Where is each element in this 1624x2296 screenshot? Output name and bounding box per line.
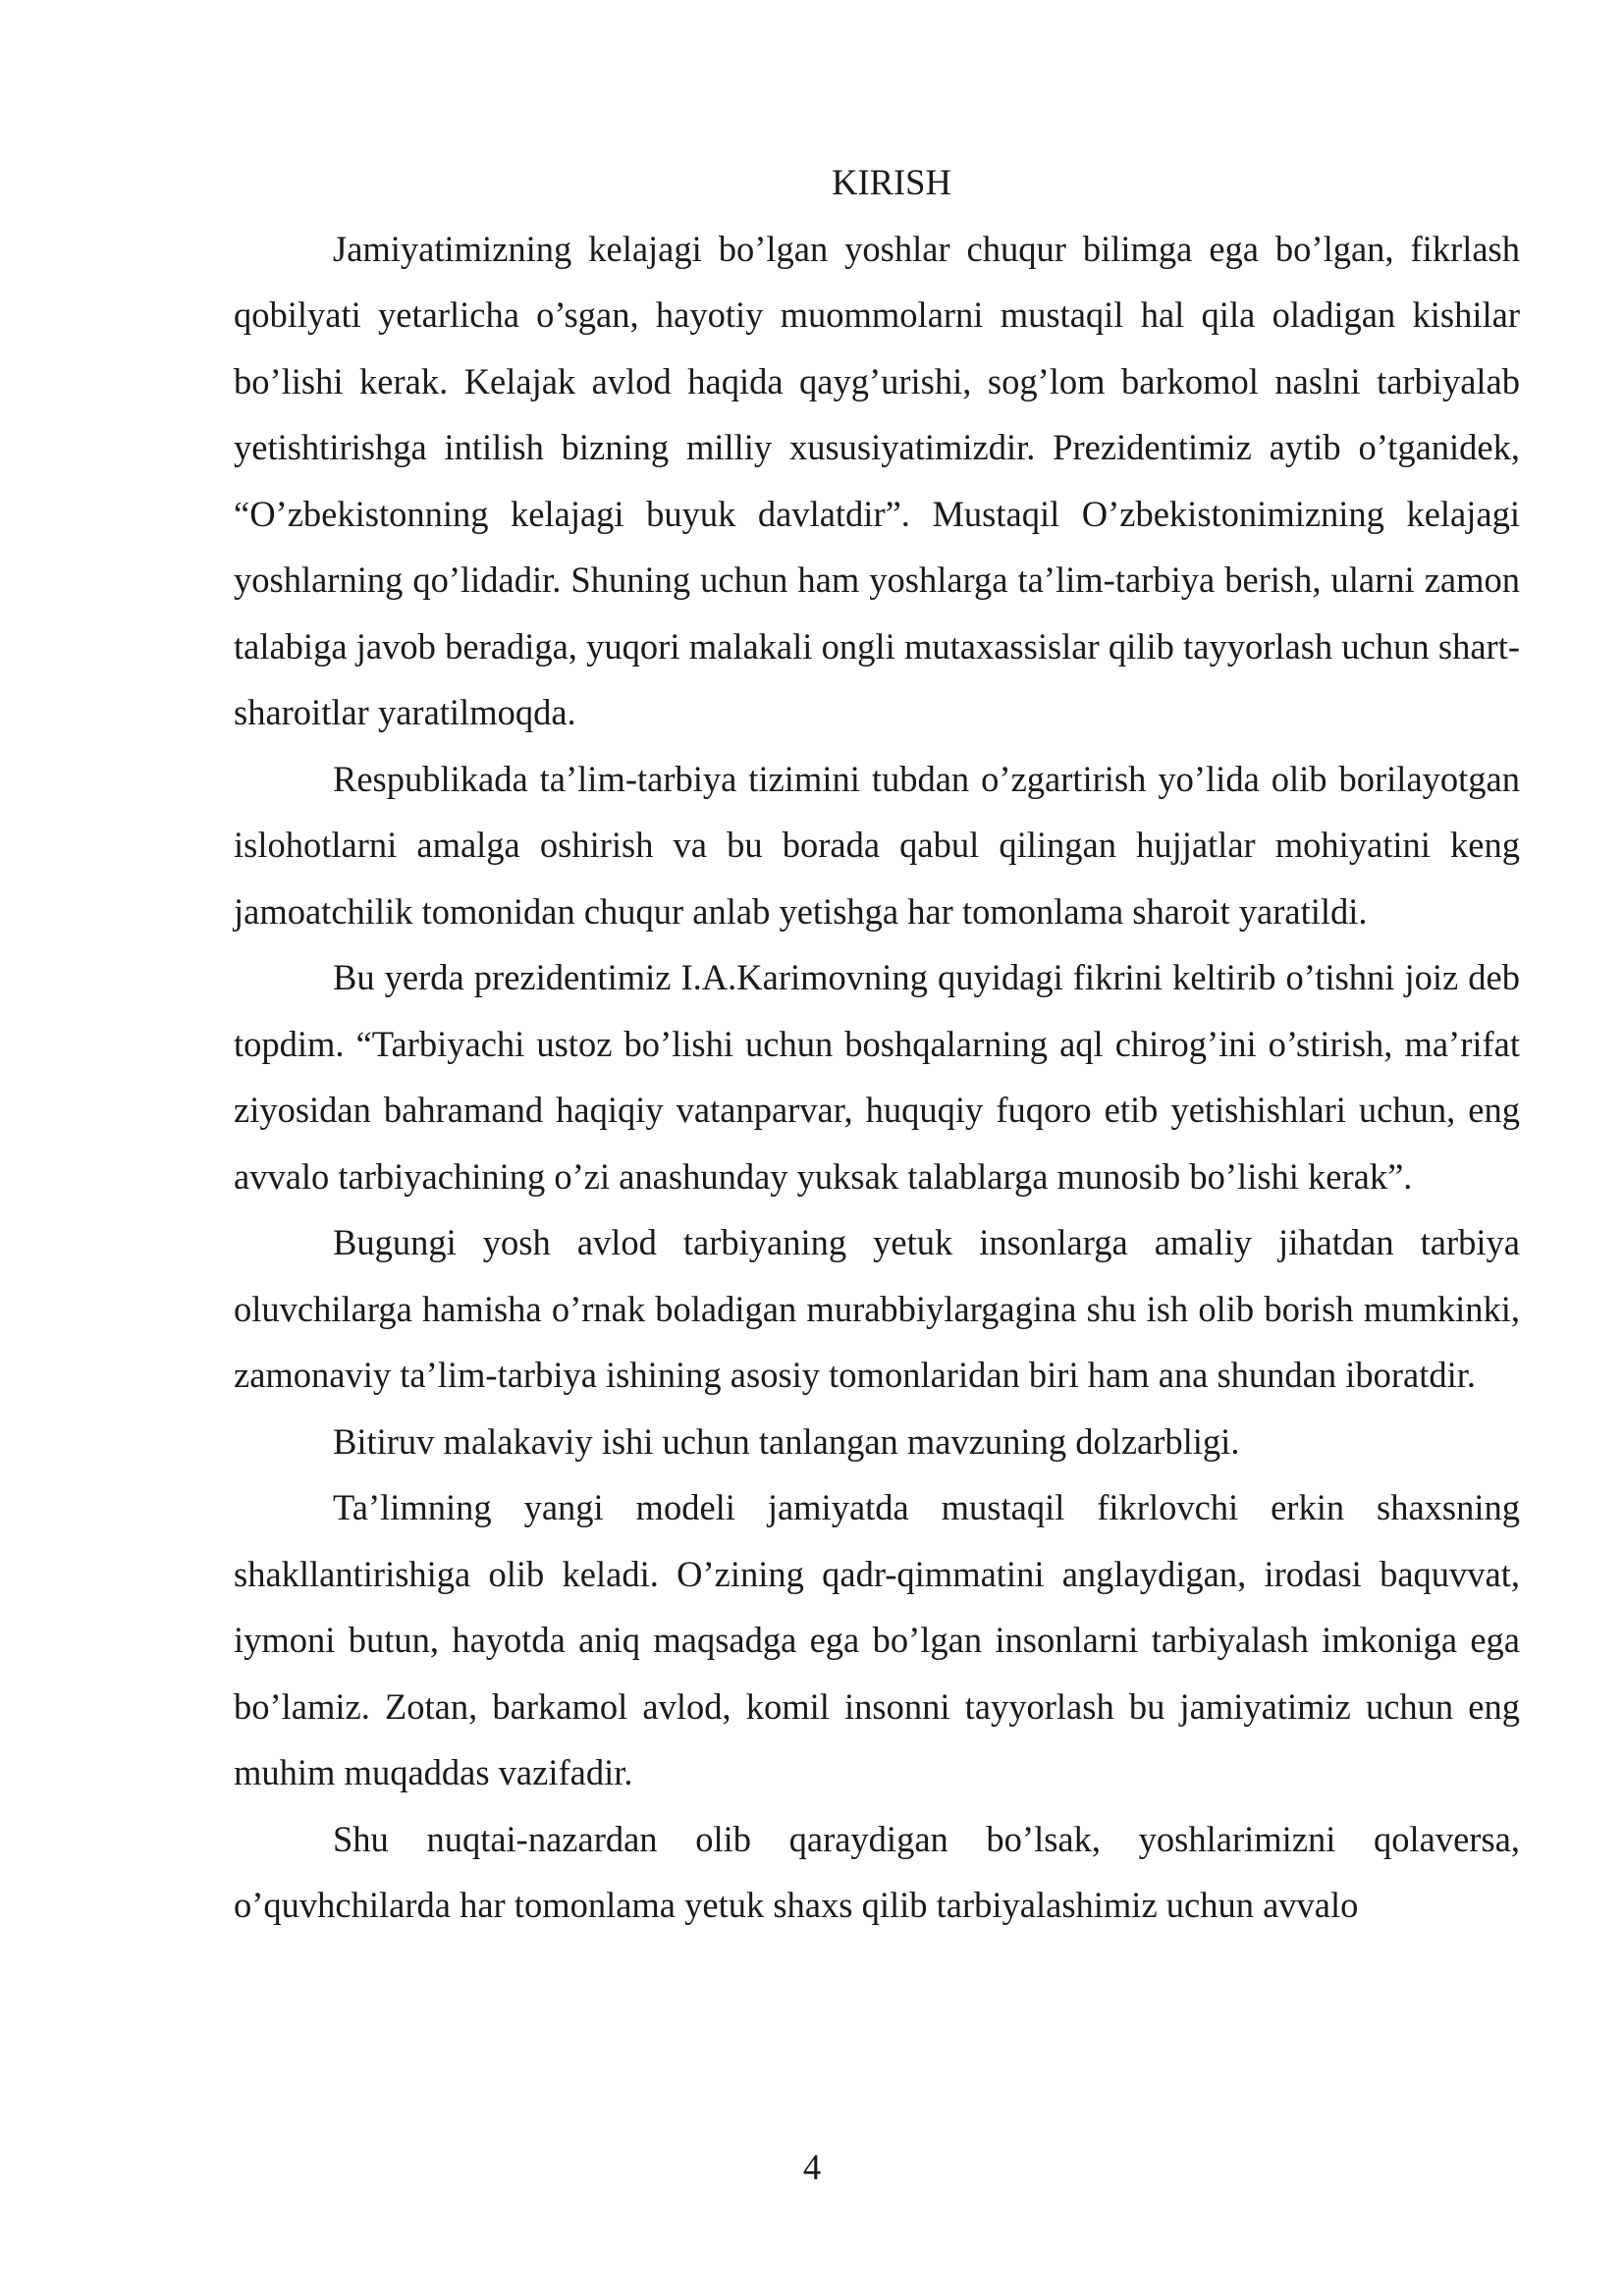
page-number: 4 <box>802 2147 822 2187</box>
paragraph-5: Bitiruv malakaviy ishi uchun tanlangan mavzuning dolzarbligi. <box>333 1420 1240 1462</box>
paragraph-6: Ta’limning yangi modeli jamiyatda mustaqil fikrlovchi erkin shaxsning shakllantirishiga olib keladi. O’zining qadr-qimmatini anglaydigan, irodasi baquvvat, iymoni butun, hayotda aniq maqsadga ega bo’lgan insonlarni tarbiyalash imkoniga ega bo’lamiz. Zotan, barkamol avlod, komil insonni tayyorlash bu jamiyatimiz uchun eng muhim muqaddas vazifadir. <box>234 1487 1520 1792</box>
paragraph-1: Jamiyatimizning kelajagi bo’lgan yoshlar chuqur bilimga ega bo’lgan, fikrlash qobilyati yetarlicha o’sgan, hayotiy muommolarni mustaqil hal qila oladigan kishilar bo’lishi kerak. Kelajak avlod haqida qayg’urishi, sog’lom barkomol naslni tarbiyalab yetishtirishga intilish bizning milliy xususiyatimizdir. Prezidentimiz aytib o’tganidek, “O’zbekistonning kelajagi buyuk davlatdir”. Mustaqil O’zbekistonimizning kelajagi yoshlarning qo’lidadir. Shuning uchun ham yoshlarga ta’lim-tarbiya berish, ularni zamon talabiga javob beradiga, yuqori malakali ongli mutaxassislar qilib tayyorlash uchun shart-sharoitlar yaratilmoqda. <box>234 228 1520 732</box>
section-title: KIRISH <box>832 162 951 202</box>
paragraph-4: Bugungi yosh avlod tarbiyaning yetuk insonlarga amaliy jihatdan tarbiya oluvchilarga hamisha o’rnak boladigan murabbiylargagina shu ish olib borish mumkinki, zamonaviy ta’lim-tarbiya ishining asosiy tomonlaridan biri ham ana shundan iboratdir. <box>234 1222 1520 1395</box>
document-page <box>234 149 1520 1939</box>
paragraph-2: Respublikada ta’lim-tarbiya tizimini tubdan o’zgartirish yo’lida olib borilayotgan islohotlarni amalga oshirish va bu borada qabul qilingan hujjatlar mohiyatini keng jamoatchilik tomonidan chuqur anlab yetishga har tomonlama sharoit yaratildi. <box>234 758 1520 932</box>
paragraph-7: Shu nuqtai-nazardan olib qaraydigan bo’lsak, yoshlarimizni qolaversa, o’quvhchilarda har tomonlama yetuk shaxs qilib tarbiyalashimiz uchun avvalo <box>234 1818 1520 1925</box>
paragraph-3: Bu yerda prezidentimiz I.A.Karimovning quyidagi fikrini keltirib o’tishni joiz deb topdim. “Tarbiyachi ustoz bo’lishi uchun boshqalarning aql chirog’ini o’stirish, ma’rifat ziyosidan bahramand haqiqiy vatanparvar, huquqiy fuqoro etib yetishishlari uchun, eng avvalo tarbiyachining o’zi anashunday yuksak talablarga munosib bo’lishi kerak”. <box>234 957 1520 1197</box>
